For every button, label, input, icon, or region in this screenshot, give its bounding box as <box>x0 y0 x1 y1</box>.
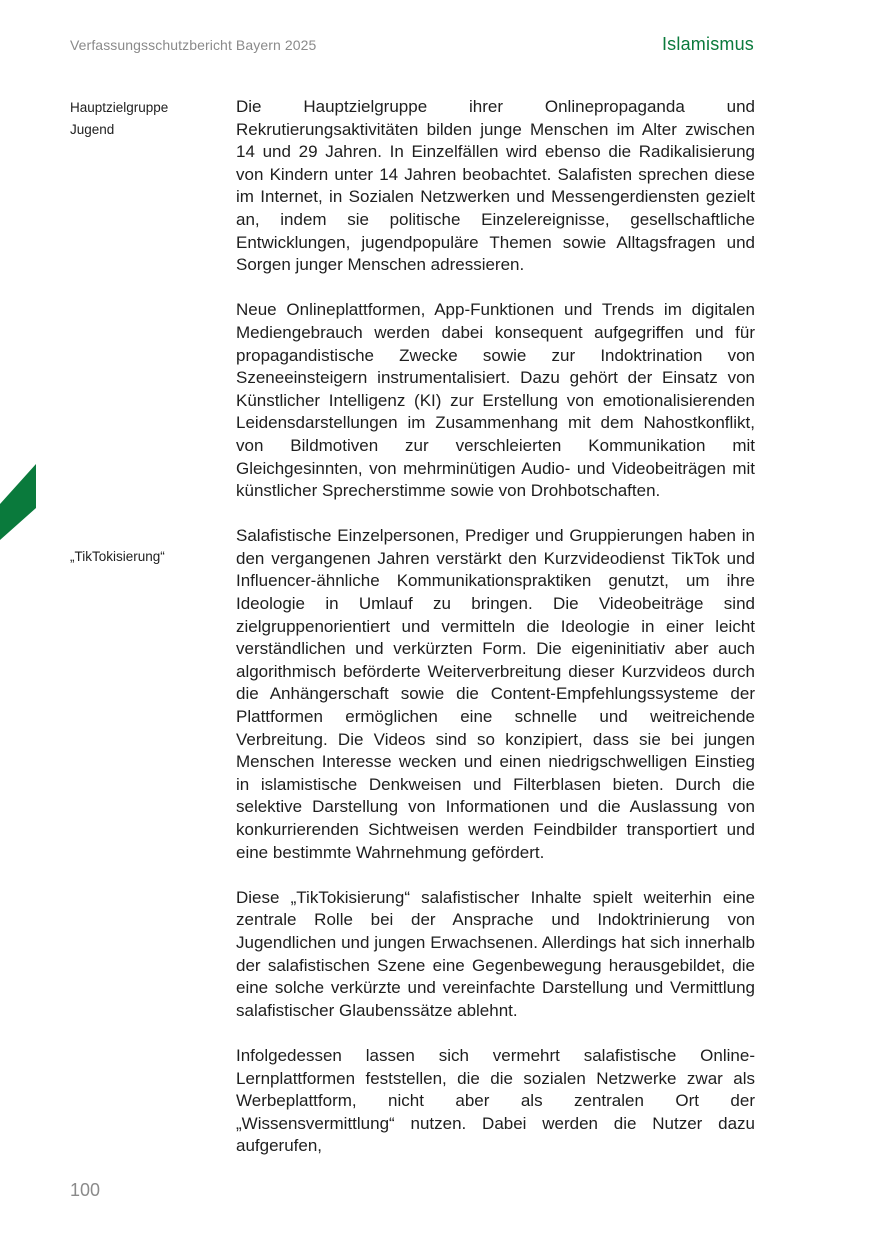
report-title: Verfassungsschutzbericht Bayern 2025 <box>70 37 317 53</box>
chapter-tab-marker <box>0 464 36 540</box>
marginal-note-line: „TikTokisierung“ <box>70 549 165 564</box>
paragraph: Salafistische Einzelpersonen, Prediger und Gruppierungen haben in den vergangenen Jahren verstärkt den Kurzvideodienst TikTok und Influencer-ähnliche Kommunikationspraktiken genutzt, um ihre Ideologie in Umlauf zu bringen. Die Videobeiträge sind zielgruppenorientiert und vermitteln die Ideologie in einer leicht verständlichen und verkürzten Form. Die eigeninitiativ aber auch algorithmisch beförderte Weiterverbreitung dieser Kurzvideos durch die Anhängerschaft sowie die Content-Empfehlungssysteme der Plattformen ermöglichen eine schnelle und weitreichende Verbreitung. Die Videos sind so konzipiert, dass sie bei jungen Menschen Interesse wecken und einen niedrigschwelligen Einstieg in islamistische Denkweisen und Filterblasen bieten. Durch die selektive Darstellung von Informationen und die Auslassung von konkurrierenden Sichtweisen werden Feindbilder transportiert und eine bestimmte Wahrnehmung gefördert. <box>236 526 755 862</box>
page-number: 100 <box>70 1180 101 1200</box>
body-text <box>236 96 755 1181</box>
paragraph: Diese „TikTokisierung“ salafistischer Inhalte spielt weiterhin eine zentrale Rolle bei der Ansprache und Indoktrinierung von Jugendlichen und jungen Erwachsenen. Allerdings hat sich innerhalb der salafistischen Szene eine Gegenbewegung herausgebildet, die eine solche verkürzte und vereinfachte Darstellung und Vermittlung salafistischer Glaubenssätze ablehnt. <box>236 887 755 1020</box>
marginal-note-hauptzielgruppe <box>70 97 168 141</box>
marginal-note-line: Jugend <box>70 122 115 137</box>
marginal-note-line: Hauptzielgruppe <box>70 100 169 115</box>
paragraph: Infolgedessen lassen sich vermehrt salafistische Online-Lernplattformen feststellen, die die sozialen Netzwerke zwar als Werbeplattform, nicht aber als zentralen Ort der „Wissensvermittlung“ nutzen. Dabei werden die Nutzer dazu aufgerufen, <box>236 1045 755 1156</box>
chapter-title: Islamismus <box>661 34 754 54</box>
paragraph: Die Hauptzielgruppe ihrer Onlinepropaganda und Rekrutierungsaktivitäten bilden junge Menschen im Alter zwischen 14 und 29 Jahren. In Einzelfällen wird ebenso die Radikalisierung von Kindern unter 14 Jahren beobachtet. Salafisten sprechen diese im Internet, in Sozialen Netzwerken und Messengerdiensten gezielt an, indem sie politische Einzelereignisse, gesellschaftliche Entwicklungen, jugendpopuläre Themen sowie Alltagsfragen und Sorgen junger Menschen adressieren. <box>236 97 755 275</box>
marginal-note-tiktokisierung <box>70 546 165 568</box>
paragraph: Neue Onlineplattformen, App-Funktionen und Trends im digitalen Mediengebrauch werden dabei konsequent aufgegriffen und für propagandistische Zwecke sowie zur Indoktrination von Szeneeinsteigern instrumentalisiert. Dazu gehört der Einsatz von Künstlicher Intelligenz (KI) zur Erstellung von emotionalisierenden Leidensdarstellungen im Zusammenhang mit dem Nahostkonflikt, von Bildmotiven zur verschleierten Kommunikation mit Gleichgesinnten, von mehrminütigen Audio- und Videobeiträgen mit künstlicher Sprecherstimme sowie von Drohbotschaften. <box>236 300 755 501</box>
